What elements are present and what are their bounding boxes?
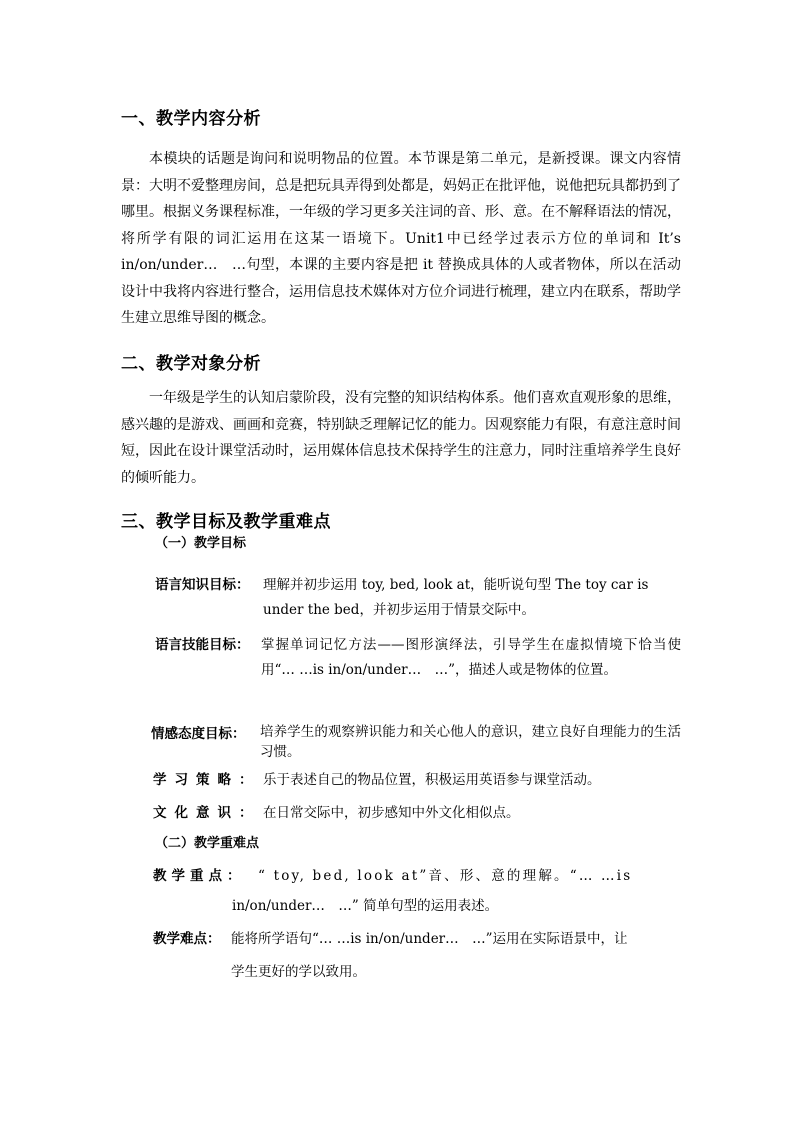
key-point-line1: “ toy, bed, look at”音、形、意的理解。“… …is — [258, 868, 633, 884]
strategy-label: 学习策略： — [153, 772, 261, 788]
section-heading-learner-analysis: 二、教学对象分析 — [121, 354, 261, 374]
key-point-label: 教学重点： — [153, 868, 246, 884]
key-point-line2: in/on/under… …” 简单句型的运用表述。 — [232, 898, 499, 914]
culture-label: 文化意识： — [153, 805, 261, 821]
difficult-point-label: 教学难点： — [153, 931, 221, 947]
section-heading-content-analysis: 一、教学内容分析 — [121, 109, 261, 129]
emotion-objective-text: 培养学生的观察辨识能力和关心他人的意识，建立良好自理能力的生活习惯。 — [260, 724, 681, 760]
knowledge-objective-line1: 理解并初步运用 toy, bed, look at，能听说句型 The toy car is — [263, 577, 649, 593]
knowledge-objective-label: 语言知识目标： — [155, 577, 250, 593]
subheading-teaching-objectives: （一）教学目标 — [155, 536, 247, 551]
section-heading-objectives: 三、教学目标及教学重难点 — [121, 512, 331, 532]
culture-text: 在日常交际中，初步感知中外文化相似点。 — [263, 805, 520, 821]
skill-objective-text: 掌握单词记忆方法——图形演绎法，引导学生在虚拟情境下恰当使用“… …is in/on/under… …”，描述人或是物体的位置。 — [261, 637, 681, 678]
knowledge-objective-line2: under the bed，并初步运用于情景交际中。 — [263, 602, 535, 618]
difficult-point-line1: 能将所学语句“… …is in/on/under… …”运用在实际语景中，让 — [231, 931, 628, 947]
learner-analysis-paragraph: 一年级是学生的认知启蒙阶段，没有完整的知识结构体系。他们喜欢直观形象的思维，感兴趣的是游戏、画画和竞赛，特别缺乏理解记忆的能力。因观察能力有限，有意注意时间短，因此在设计课堂活动时，运用媒体信息技术保持学生的注意力，同时注重培养学生良好的倾听能力。 — [121, 390, 681, 486]
difficult-point-line2: 学生更好的学以致用。 — [231, 964, 366, 980]
content-analysis-paragraph: 本模块的话题是询问和说明物品的位置。本节课是第二单元，是新授课。课文内容情景：大明不爱整理房间，总是把玩具弄得到处都是，妈妈正在批评他，说他把玩具都扔到了哪里。根据义务课程标准，一年级的学习更多关注词的音、形、意。在不解释语法的情况，将所学有限的词汇运用在这某一语境下。Unit1中已经学过表示方位的单词和 It’s in/on/under… …句型，本课的主要内容是把 it 替换成具体的人或者物体，所以在活动设计中我将内容进行整合，运用信息技术媒体对方位介词进行梳理，建立内在联系，帮助学生建立思维导图的概念。 — [121, 151, 681, 326]
emotion-objective-label: 情感态度目标： — [151, 726, 246, 742]
subheading-key-difficult-points: （二）教学重难点 — [155, 836, 260, 851]
skill-objective-label: 语言技能目标： — [155, 637, 250, 653]
strategy-text: 乐于表述自己的物品位置，积极运用英语参与课堂活动。 — [263, 772, 601, 788]
